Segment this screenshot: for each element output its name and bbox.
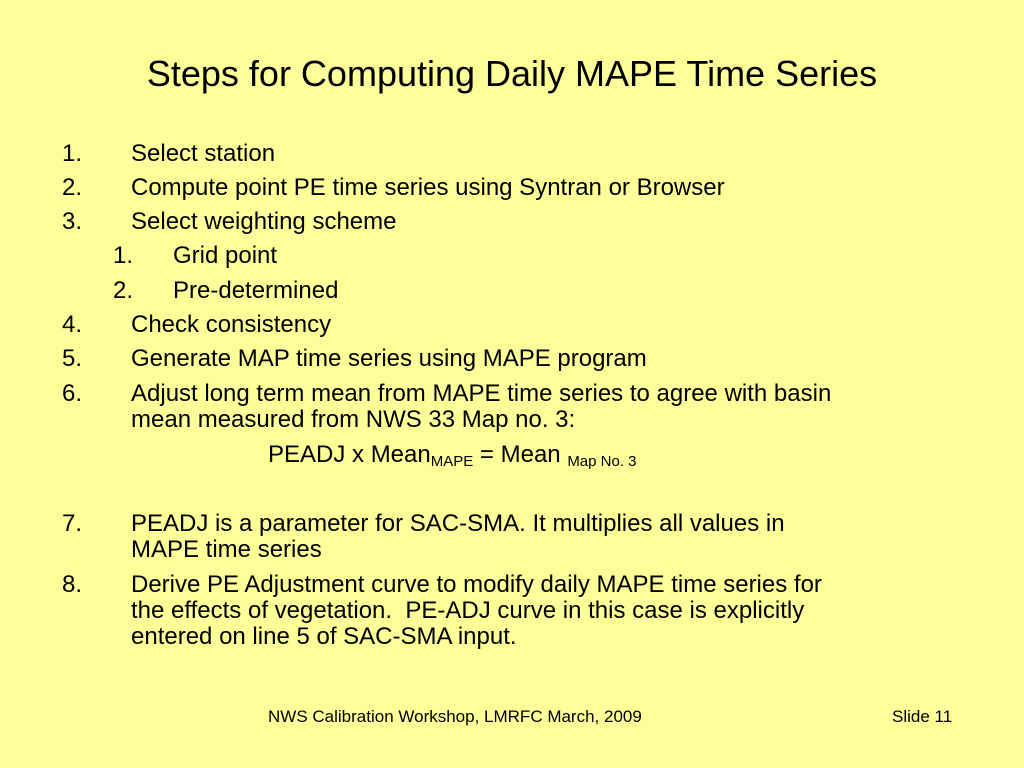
list-item (62, 174, 962, 201)
item-number: 6. (62, 380, 83, 407)
item-text: Select station (131, 140, 276, 167)
list-item (62, 311, 962, 338)
item-number: 4. (62, 311, 83, 338)
item-text-continued: MAPE time series (131, 536, 322, 563)
item-text: Select weighting scheme (131, 208, 397, 235)
item-number: 1. (113, 242, 134, 269)
footer-text: NWS Calibration Workshop, LMRFC March, 2009 (268, 707, 642, 726)
item-text-continued: entered on line 5 of SAC-SMA input. (131, 623, 517, 650)
item-text: Derive PE Adjustment curve to modify daily MAPE time series for (131, 571, 822, 598)
list-item (62, 571, 982, 652)
formula-equals: = Mean (473, 441, 568, 468)
slide-number: Slide 11 (892, 707, 953, 726)
item-number: 3. (62, 208, 83, 235)
item-text: PEADJ is a parameter for SAC-SMA. It multiplies all values in (131, 510, 785, 537)
item-text: Adjust long term mean from MAPE time series to agree with basin (131, 380, 832, 407)
item-text-continued: the effects of vegetation. PE-ADJ curve in this case is explicitly (131, 597, 805, 624)
item-number: 2. (113, 277, 134, 304)
item-text: Check consistency (131, 311, 332, 338)
list-item (62, 380, 982, 434)
item-text: Pre-determined (173, 277, 339, 304)
sub-list-item (113, 277, 913, 304)
item-number: 2. (62, 174, 83, 201)
formula-lhs-subscript: MAPE (430, 453, 474, 470)
item-number: 1. (62, 140, 83, 167)
item-number: 8. (62, 571, 83, 598)
formula-lhs: PEADJ x Mean (268, 441, 431, 468)
formula-rhs-subscript: Map No. 3 (567, 453, 637, 470)
item-number: 7. (62, 510, 83, 537)
item-text: Grid point (173, 242, 278, 269)
slide-title: Steps for Computing Daily MAPE Time Series (146, 53, 878, 94)
item-number: 5. (62, 345, 83, 372)
list-item (62, 208, 962, 235)
item-text-continued: mean measured from NWS 33 Map no. 3: (131, 406, 576, 433)
list-item (62, 140, 962, 167)
formula (268, 440, 637, 470)
list-item (62, 510, 982, 564)
list-item (62, 345, 962, 372)
item-text: Compute point PE time series using Syntran or Browser (131, 174, 725, 201)
sub-list-item (113, 242, 913, 269)
item-text: Generate MAP time series using MAPE program (131, 345, 647, 372)
